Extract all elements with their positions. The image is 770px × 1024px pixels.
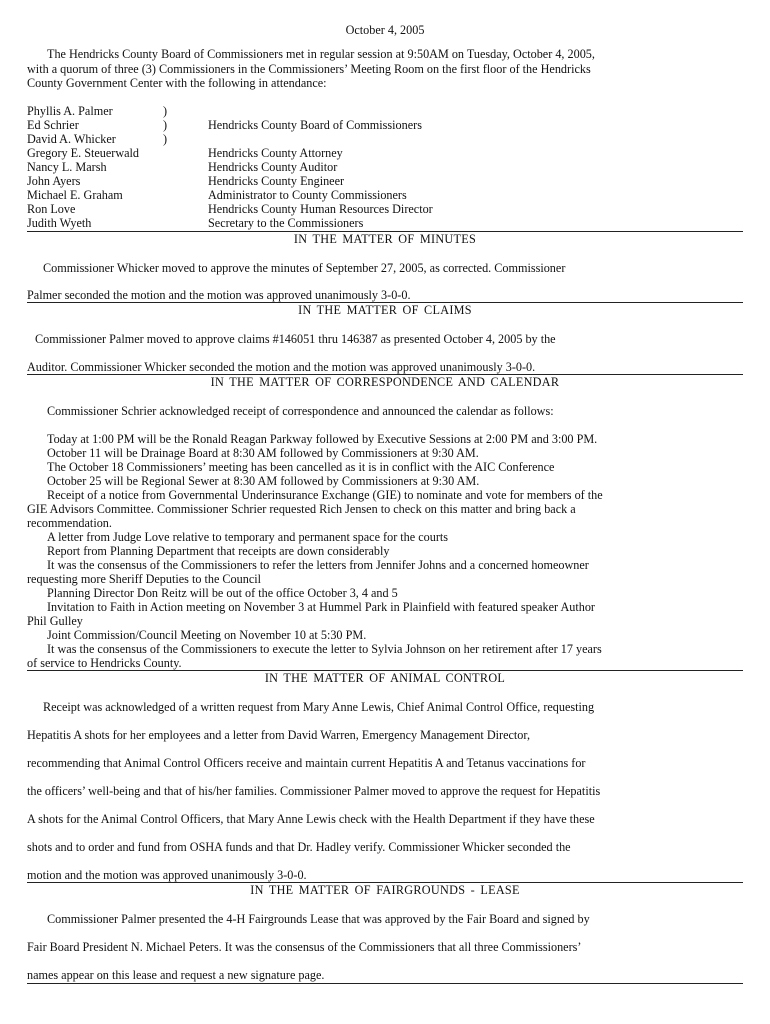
attendee-name: Nancy L. Marsh <box>27 160 107 174</box>
bracket: ) <box>163 118 168 132</box>
section-divider <box>27 983 743 984</box>
calendar-item: Planning Director Don Reitz will be out of the office October 3, 4 and 5 <box>47 586 398 600</box>
animal-control-line: recommending that Animal Control Officers receive and maintain current Hepatitis A and Tetanus vaccinations for <box>27 756 586 770</box>
fairgrounds-line: Fair Board President N. Michael Peters. It was the consensus of the Commissioners that all three Commissioners’ <box>27 940 582 954</box>
attendee-title: Hendricks County Human Resources Director <box>208 202 433 216</box>
attendee-name: Ed Schrier <box>27 118 79 132</box>
intro-line: with a quorum of three (3) Commissioners in the Commissioners’ Meeting Room on the first floor of the Hendricks <box>27 62 591 76</box>
attendee-title: Hendricks County Auditor <box>208 160 338 174</box>
calendar-item: Report from Planning Department that receipts are down considerably <box>47 544 390 558</box>
calendar-item: October 25 will be Regional Sewer at 8:30 AM followed by Commissioners at 9:30 AM. <box>47 474 480 488</box>
animal-control-line: the officers’ well-being and that of his/her families. Commissioner Palmer moved to approve the request for Hepatitis <box>27 784 601 798</box>
attendee-title: Administrator to County Commissioners <box>208 188 407 202</box>
calendar-item: GIE Advisors Committee. Commissioner Schrier requested Rich Jensen to check on this matter and bring back a <box>27 502 576 516</box>
attendee-name: Ron Love <box>27 202 76 216</box>
calendar-item: Phil Gulley <box>27 614 83 628</box>
attendee-title: Secretary to the Commissioners <box>208 216 364 230</box>
bracket: ) <box>163 132 168 146</box>
calendar-item: It was the consensus of the Commissioners to refer the letters from Jennifer Johns and a concerned homeowner <box>47 558 589 572</box>
section-heading-minutes: IN THE MATTER OF MINUTES <box>293 232 477 246</box>
section-heading-animal-control: IN THE MATTER OF ANIMAL CONTROL <box>264 671 506 685</box>
attendee-name: Phyllis A. Palmer <box>27 104 113 118</box>
section-heading-fairgrounds: IN THE MATTER OF FAIRGROUNDS - LEASE <box>250 883 520 897</box>
attendee-name: Gregory E. Steuerwald <box>27 146 140 160</box>
attendee-name: Michael E. Graham <box>27 188 123 202</box>
section-heading-claims: IN THE MATTER OF CLAIMS <box>298 303 472 317</box>
minutes-line: Palmer seconded the motion and the motion was approved unanimously 3-0-0. <box>27 288 411 302</box>
claims-line: Auditor. Commissioner Whicker seconded the motion and the motion was approved unanimously 3-0-0. <box>27 360 536 374</box>
attendee-title: Hendricks County Engineer <box>208 174 345 188</box>
fairgrounds-line: names appear on this lease and request a new signature page. <box>27 968 325 982</box>
intro-line: The Hendricks County Board of Commissioners met in regular session at 9:50AM on Tuesday, October 4, 2005, <box>47 47 595 61</box>
calendar-item: The October 18 Commissioners’ meeting has been cancelled as it is in conflict with the AIC Conference <box>47 460 555 474</box>
claims-line: Commissioner Palmer moved to approve claims #146051 thru 146387 as presented October 4, 2005 by the <box>35 332 556 346</box>
attendee-name: Judith Wyeth <box>27 216 92 230</box>
animal-control-line: Receipt was acknowledged of a written request from Mary Anne Lewis, Chief Animal Control Office, requesting <box>43 700 595 714</box>
calendar-item: A letter from Judge Love relative to temporary and permanent space for the courts <box>47 530 449 544</box>
calendar-item: Joint Commission/Council Meeting on November 10 at 5:30 PM. <box>47 628 367 642</box>
calendar-item: Invitation to Faith in Action meeting on November 3 at Hummel Park in Plainfield with featured speaker Author <box>47 600 595 614</box>
animal-control-line: motion and the motion was approved unanimously 3-0-0. <box>27 868 307 882</box>
attendee-name: John Ayers <box>27 174 81 188</box>
attendee-title: Hendricks County Board of Commissioners <box>208 118 422 132</box>
correspondence-intro: Commissioner Schrier acknowledged receipt of correspondence and announced the calendar as follows: <box>47 404 554 418</box>
animal-control-line: shots and to order and fund from OSHA funds and that Dr. Hadley verify. Commissioner Whicker seconded the <box>27 840 571 854</box>
animal-control-line: A shots for the Animal Control Officers, that Mary Anne Lewis check with the Health Department if they have these <box>27 812 595 826</box>
fairgrounds-line: Commissioner Palmer presented the 4-H Fairgrounds Lease that was approved by the Fair Board and signed by <box>47 912 590 926</box>
document-date: October 4, 2005 <box>345 23 425 37</box>
animal-control-line: Hepatitis A shots for her employees and a letter from David Warren, Emergency Management Director, <box>27 728 531 742</box>
calendar-item: Today at 1:00 PM will be the Ronald Reagan Parkway followed by Executive Sessions at 2:00 PM and 3:00 PM. <box>47 432 598 446</box>
calendar-item: Receipt of a notice from Governmental Underinsurance Exchange (GIE) to nominate and vote for members of the <box>47 488 603 502</box>
calendar-item: requesting more Sheriff Deputies to the Council <box>27 572 261 586</box>
calendar-item: of service to Hendricks County. <box>27 656 182 670</box>
calendar-item: October 11 will be Drainage Board at 8:30 AM followed by Commissioners at 9:30 AM. <box>47 446 479 460</box>
intro-line: County Government Center with the following in attendance: <box>27 76 327 90</box>
minutes-line: Commissioner Whicker moved to approve the minutes of September 27, 2005, as corrected. Commissioner <box>43 261 566 275</box>
attendee-title: Hendricks County Attorney <box>208 146 343 160</box>
bracket: ) <box>163 104 168 118</box>
calendar-item: It was the consensus of the Commissioners to execute the letter to Sylvia Johnson on her retirement after 17 years <box>47 642 602 656</box>
section-heading-correspondence: IN THE MATTER OF CORRESPONDENCE AND CALENDAR <box>210 375 560 389</box>
calendar-item: recommendation. <box>27 516 112 530</box>
attendee-name: David A. Whicker <box>27 132 116 146</box>
